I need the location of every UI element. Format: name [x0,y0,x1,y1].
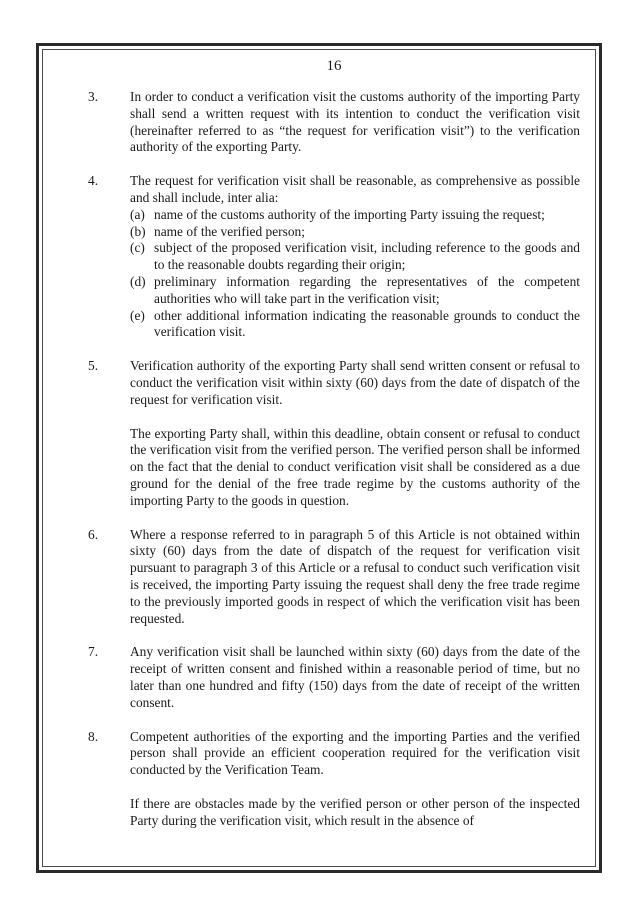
paragraph-text: Where a response referred to in paragraph 5 of this Article is not obtained within sixty (60) days from the date of dispatch of the request for verification visit pursuant to paragraph 3 of this Article or a refusal to conduct such verification visit is received, the importing Party issuing the request shall deny the free trade regime to the previously imported goods in respect of which the verification visit has been requested. [130,526,580,626]
list-item-label: (c) [130,240,145,256]
paragraph-number: 3. [88,89,99,104]
paragraph-number: 8. [88,728,99,744]
paragraph-text: In order to conduct a verification visit the customs authority of the importing Party shall send a written request with its intention to conduct the verification visit (hereinafter referred to as “the request for verification visit”) to the verification authority of the exporting Party. [130,89,580,155]
list-item [130,224,580,241]
paragraph-text: Verification authority of the exporting Party shall send written consent or refusal to conduct the verification visit within sixty (60) days from the date of dispatch of the request for verification visit. [130,358,580,407]
paragraph-6 [88,527,580,628]
list-item-text: name of the customs authority of the importing Party issuing the request; [154,206,545,222]
paragraph-8-continuation [88,796,580,830]
paragraph-text: If there are obstacles made by the verified person or other person of the inspected Party during the verification visit, which result in the absence of [130,795,580,828]
paragraph-3 [88,89,580,156]
list-item-text: subject of the proposed verification visit, including reference to the goods and to the reasonable doubts regarding their origin; [154,240,580,273]
list-item-text: other additional information indicating the reasonable grounds to conduct the verification visit. [154,307,580,340]
paragraph-text: Competent authorities of the exporting and the importing Parties and the verified person shall provide an efficient cooperation required for the verification visit conducted by the Verification Team. [130,728,580,778]
paragraph-7 [88,644,580,711]
paragraph-4 [88,173,580,341]
list-item-label: (d) [130,273,146,289]
request-contents-list [130,207,580,341]
paragraph-number: 6. [88,526,99,542]
list-item-text: preliminary information regarding the representatives of the competent authorities who will take part in the verification visit; [154,273,580,306]
paragraph-5 [88,358,580,408]
list-item-label: (a) [130,206,145,222]
list-item [130,308,580,342]
paragraph-5-continuation [88,426,580,510]
page-number: 16 [326,58,342,74]
list-item-label: (e) [130,307,145,323]
paragraph-text: The exporting Party shall, within this deadline, obtain consent or refusal to conduct the verification visit from the verified person. The verified person shall be informed on the fact that the denial to conduct verification visit shall be considered as a due ground for the denial of the free trade regime by the customs authority of the importing Party to the goods in question. [130,425,580,508]
paragraph-number: 4. [88,173,99,189]
paragraph-number: 7. [88,644,99,660]
list-item-text: name of the verified person; [154,223,305,239]
list-item [130,240,580,274]
list-item-label: (b) [130,223,146,239]
paragraph-text: The request for verification visit shall be reasonable, as comprehensive as possible and shall include, inter alia: [130,173,580,205]
paragraph-text: Any verification visit shall be launched within sixty (60) days from the date of the receipt of written consent and finished within a reasonable period of time, but no later than one hundred and fifty (150) days from the date of receipt of the written consent. [130,644,580,710]
paragraph-number: 5. [88,358,99,374]
paragraph-8 [88,729,580,779]
page-content [88,58,580,846]
list-item [130,274,580,308]
list-item [130,207,580,224]
